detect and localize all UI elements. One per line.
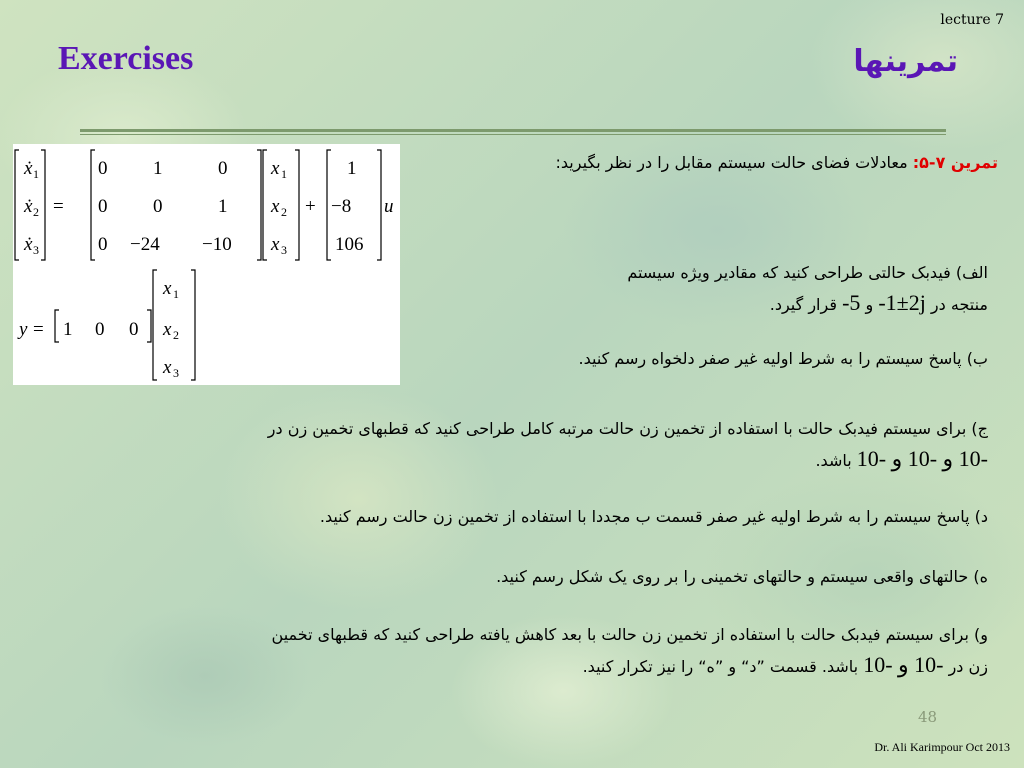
x-2-sub: 2 bbox=[281, 205, 287, 219]
part-d: د) پاسخ سیستم را به شرط اولیه غیر صفر قسمت ب مجددا با استفاده از تخمین زن حالت رسم کنید. bbox=[319, 507, 988, 526]
b-1: 1 bbox=[347, 158, 357, 179]
x-2: x bbox=[271, 196, 280, 217]
part-a-line1: الف) فیدبک حالتی طراحی کنید که مقادیر ویژه سیستم bbox=[627, 263, 988, 282]
y-x-3: x bbox=[163, 357, 172, 378]
author-footer: Dr. Ali Karimpour Oct 2013 bbox=[874, 740, 1010, 754]
c-1: 1 bbox=[63, 319, 73, 340]
title-divider bbox=[80, 129, 946, 132]
y-x-2: x bbox=[163, 319, 172, 340]
a-33: −10 bbox=[202, 234, 232, 255]
vector-x-left bbox=[263, 150, 267, 260]
part-f bbox=[8, 620, 988, 682]
part-f-poles: -10 و -10 bbox=[863, 652, 944, 677]
matrix-c-left bbox=[55, 310, 59, 342]
equation-figure bbox=[13, 144, 400, 385]
x-1: x bbox=[271, 158, 280, 179]
vector-x2-left bbox=[153, 270, 157, 380]
part-c bbox=[8, 414, 988, 476]
a-21: 0 bbox=[98, 196, 108, 217]
part-f-post: باشد. قسمت ”د“ و ”ه“ را نیز تکرار کنید. bbox=[582, 657, 859, 676]
part-c-line1: ج) برای سیستم فیدبک حالت با استفاده از تخمین زن حالت مرتبه کامل طراحی کنید که قطبهای تخمین زن در bbox=[267, 419, 988, 438]
part-a bbox=[428, 258, 988, 320]
y-x-1-sub: 1 bbox=[173, 287, 179, 301]
part-c-line2 bbox=[8, 444, 988, 476]
plus-sign: + bbox=[305, 196, 316, 217]
part-a-pole2: -5 bbox=[842, 290, 861, 315]
part-a-and: و bbox=[865, 295, 874, 314]
part-b: ب) پاسخ سیستم را به شرط اولیه غیر صفر دلخواه رسم کنید. bbox=[578, 349, 988, 368]
b-2: −8 bbox=[331, 196, 352, 217]
y-x-3-sub: 3 bbox=[173, 366, 179, 380]
part-f-pre: زن در bbox=[948, 657, 988, 676]
matrix-a-left bbox=[91, 150, 95, 260]
bracket-right bbox=[41, 150, 45, 260]
part-f-line1: و) برای سیستم فیدبک حالت با استفاده از تخمین زن حالت با بعد کاهش یافته طراحی کنید که قطبهای تخمین bbox=[271, 625, 988, 644]
part-a-post: قرار گیرد. bbox=[769, 295, 837, 314]
exercise-label: تمرین ۷-۵: bbox=[912, 153, 998, 172]
xdot-3: ẋ bbox=[24, 234, 33, 255]
y-x-1: x bbox=[163, 278, 172, 299]
part-a-line2 bbox=[428, 288, 988, 320]
part-f-line2 bbox=[8, 650, 988, 682]
xdot-2-sub: 2 bbox=[33, 205, 39, 219]
matrix-c-right bbox=[147, 310, 151, 342]
exercise-intro-text: معادلات فضای حالت سیستم مقابل را در نظر بگیرید: bbox=[555, 153, 908, 172]
part-a-poles: -1±2j bbox=[878, 290, 926, 315]
a-32: −24 bbox=[130, 234, 160, 255]
exercise-intro bbox=[418, 148, 998, 178]
page-number: 48 bbox=[918, 708, 938, 726]
xdot-3-sub: 3 bbox=[33, 243, 39, 257]
matrix-a-right bbox=[257, 150, 261, 260]
title-divider-thin bbox=[80, 134, 946, 135]
a-23: 1 bbox=[218, 196, 228, 217]
bracket-left bbox=[15, 150, 19, 260]
xdot-1-sub: 1 bbox=[33, 167, 39, 181]
lecture-label: lecture 7 bbox=[940, 12, 1004, 28]
vector-b-right bbox=[377, 150, 381, 260]
x-3-sub: 3 bbox=[281, 243, 287, 257]
xdot-2: ẋ bbox=[24, 196, 33, 217]
vector-x2-right bbox=[191, 270, 195, 380]
a-31: 0 bbox=[98, 234, 108, 255]
title-english: Exercises bbox=[58, 40, 194, 77]
xdot-1: ẋ bbox=[24, 158, 33, 179]
title-persian: تمرینها bbox=[853, 44, 958, 79]
x-1-sub: 1 bbox=[281, 167, 287, 181]
c-2: 0 bbox=[95, 319, 105, 340]
part-a-pre: منتجه در bbox=[930, 295, 988, 314]
part-e: ه) حالتهای واقعی سیستم و حالتهای تخمینی را بر روی یک شکل رسم کنید. bbox=[496, 567, 988, 586]
a-12: 1 bbox=[153, 158, 163, 179]
part-c-post: باشد. bbox=[815, 451, 852, 470]
c-3: 0 bbox=[129, 319, 139, 340]
output-y: y bbox=[19, 319, 28, 340]
state-space-equations bbox=[13, 144, 400, 385]
y-x-2-sub: 2 bbox=[173, 328, 179, 342]
vector-x-right bbox=[295, 150, 299, 260]
a-13: 0 bbox=[218, 158, 228, 179]
b-3: 106 bbox=[335, 234, 364, 255]
a-11: 0 bbox=[98, 158, 108, 179]
output-equals: = bbox=[33, 319, 44, 340]
input-u: u bbox=[384, 196, 394, 217]
a-22: 0 bbox=[153, 196, 163, 217]
x-3: x bbox=[271, 234, 280, 255]
equals-sign: = bbox=[53, 196, 64, 217]
part-c-poles: -10 و -10 و -10 bbox=[856, 446, 988, 471]
